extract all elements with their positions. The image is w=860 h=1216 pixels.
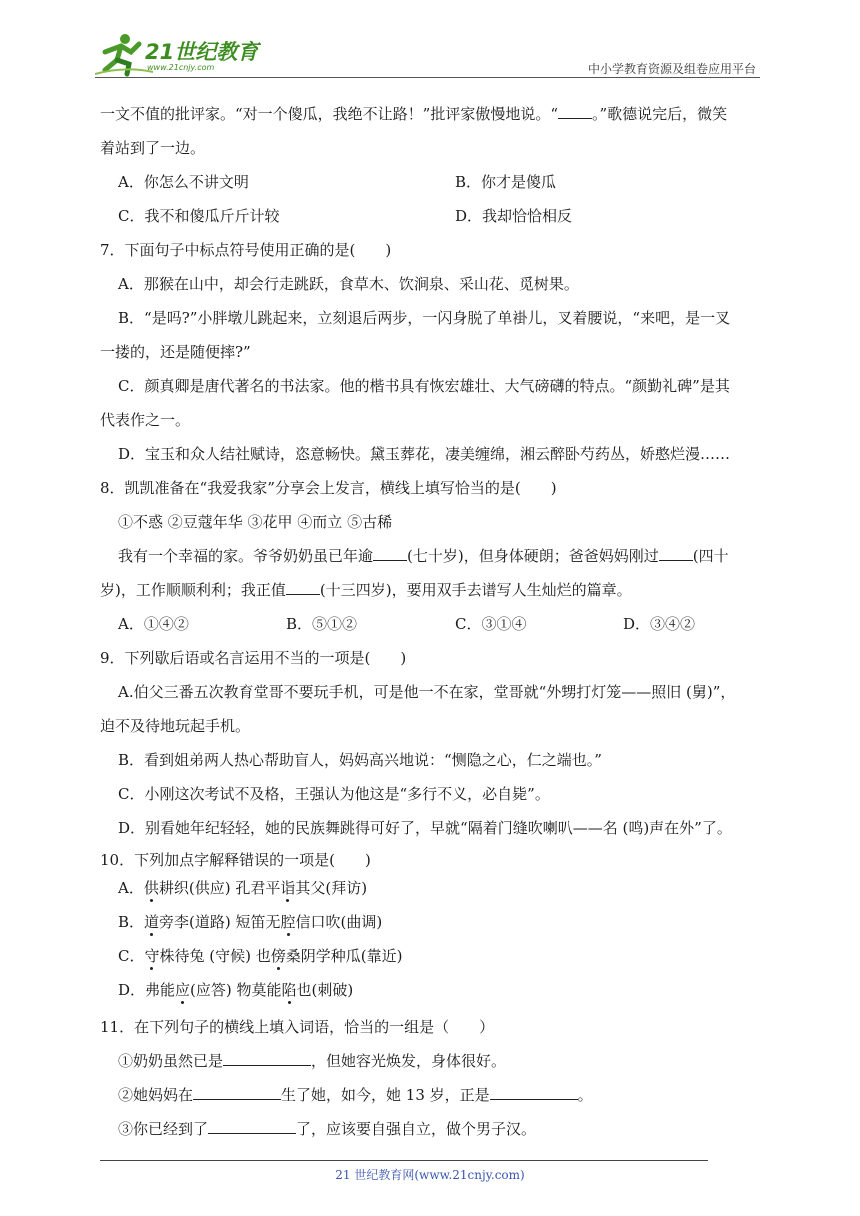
q11-s3-a: ③你已经到了 <box>118 1120 209 1138</box>
q8-blank-3 <box>286 580 320 595</box>
q11-sentence-1 <box>118 1051 506 1071</box>
q9-option-a-line1: A.伯父三番五次教育堂哥不要玩手机，可是他一不在家，堂哥就“外甥打灯笼——照旧 (舅)”， <box>118 683 736 701</box>
q7-option-b-line1: B．“是吗?”小胖墩儿跳起来，立刻退后两步，一闪身脱了单褂儿，叉着腰说，“来吧，是一叉 <box>118 309 731 327</box>
q11-blank-4 <box>208 1119 296 1134</box>
q6-option-b: B．你才是傻瓜 <box>455 173 557 191</box>
q9-option-d: D．别看她年纪轻轻，她的民族舞跳得可好了，早就“隔着门缝吹喇叭——名 (鸣)声在外”了。 <box>118 819 732 837</box>
footer-divider <box>100 1160 708 1161</box>
q11-blank-2 <box>193 1085 281 1100</box>
q10-option-d <box>118 980 353 1000</box>
q8-passage-1a: 我有一个幸福的家。爷爷奶奶虽已年逾 <box>118 547 374 565</box>
q6-option-c: C．我不和傻瓜斤斤计较 <box>118 207 280 225</box>
q6-option-a: A．你怎么不讲文明 <box>118 173 249 191</box>
q10-d-dotted-1: 应 <box>175 981 191 999</box>
q10-c-dotted-1: 守 <box>144 947 160 965</box>
q8-option-d: D．③④② <box>623 615 696 633</box>
q10-d-dotted-2: 陷 <box>281 981 297 999</box>
q8-word-choices: ①不惑 ②豆蔻年华 ③花甲 ④而立 ⑤古稀 <box>118 513 393 531</box>
q7-option-a: A．那猴在山中，却会行走跳跃，食草木、饮涧泉、采山花、觅树果。 <box>118 275 579 293</box>
q11-s2-c: 。 <box>577 1086 593 1104</box>
q8-blank-1 <box>373 546 407 561</box>
q7-option-d: D．宝玉和众人结社赋诗，恣意畅快。黛玉葬花，凄美缠绵，湘云醉卧芍药丛，娇憨烂漫…… <box>118 445 731 463</box>
q6-blank <box>558 104 592 119</box>
logo-url: www.21cnjy.com <box>147 63 215 72</box>
q9-option-c: C．小刚这次考试不及格，王强认为他这是“多行不义，必自毙”。 <box>118 785 550 803</box>
q8-option-a: A．①④② <box>118 615 189 633</box>
q8-blank-2 <box>659 546 693 561</box>
q10-a-label: A． <box>118 879 144 897</box>
q8-passage-line1 <box>118 546 729 566</box>
q10-b-dotted-2: 腔 <box>280 913 296 931</box>
q6-text-1: 一文不值的批评家。“对一个傻瓜，我绝不让路！”批评家傲慢地说。“ <box>100 105 559 123</box>
q10-c-post: 桑阴学种瓜(靠近) <box>285 947 403 965</box>
q9-stem: 9．下列歇后语或名言运用不当的一项是( ) <box>100 649 407 667</box>
q11-stem: 11．在下列句子的横线上填入词语，恰当的一组是（ ） <box>100 1018 495 1036</box>
q10-b-post: 信口吹(曲调) <box>295 913 383 931</box>
q10-a-dotted-1: 供 <box>143 879 159 897</box>
q8-passage-1b: (七十岁)，但身体硬朗；爸爸妈妈刚过 <box>407 547 659 565</box>
q9-option-b: B．看到姐弟两人热心帮助盲人，妈妈高兴地说：“恻隐之心，仁之端也。” <box>118 751 602 769</box>
q8-option-c: C．③①④ <box>455 615 527 633</box>
q7-stem: 7．下面句子中标点符号使用正确的是( ) <box>100 241 392 259</box>
q8-passage-2a: 岁)，工作顺顺利利；我正值 <box>100 581 286 599</box>
q8-passage-2b: (十三四岁)，要用双手去谱写人生灿烂的篇章。 <box>319 581 632 599</box>
q7-option-c-line2: 代表作之一。 <box>100 411 191 429</box>
site-logo <box>95 30 265 78</box>
q10-c-dotted-2: 傍 <box>270 947 286 965</box>
q6-text-3: 着站到了一边。 <box>100 139 206 157</box>
q8-stem: 8．凯凯准备在“我爱我家”分享会上发言，横线上填写恰当的是( ) <box>100 479 557 497</box>
page-header <box>95 30 760 78</box>
footer-link[interactable]: 21 世纪教育网(www.21cnjy.com) <box>335 1168 525 1182</box>
q10-a-mid: 耕织(供应) 孔君平 <box>158 879 281 897</box>
q10-stem: 10．下列加点字解释错误的一项是( ) <box>100 851 371 869</box>
q11-s1-a: ①奶奶虽然已是 <box>118 1052 224 1070</box>
header-divider <box>95 77 760 78</box>
q10-d-mid: (应答) 物莫能 <box>190 981 282 999</box>
q10-c-mid: 株待兔 (守候) 也 <box>159 947 271 965</box>
q7-option-b-line2: 一搂的，还是随便摔?” <box>100 343 251 361</box>
q10-option-b <box>118 912 382 932</box>
q6-text-2: 。”歌德说完后，微笑 <box>592 105 728 123</box>
q11-blank-3 <box>490 1085 578 1100</box>
q10-d-label: D．弗能 <box>118 981 176 999</box>
q9-option-a-line2: 迫不及待地玩起手机。 <box>100 717 251 735</box>
q8-option-b: B．⑤①② <box>286 615 358 633</box>
q11-s2-a: ②她妈妈在 <box>118 1086 194 1104</box>
q10-a-post: 其父(拜访) <box>295 879 368 897</box>
q10-b-dotted-1: 道 <box>144 913 160 931</box>
q11-s3-b: 了，应该要自强自立，做个男子汉。 <box>296 1120 537 1138</box>
q11-blank-1 <box>223 1051 311 1066</box>
q10-d-post: 也(刺破) <box>296 981 354 999</box>
q10-option-a <box>118 878 367 898</box>
q8-passage-line2 <box>100 580 632 600</box>
q10-a-dotted-2: 诣 <box>280 879 296 897</box>
q6-option-d: D．我却恰恰相反 <box>455 207 573 225</box>
q6-continuation <box>100 104 727 124</box>
q11-s1-b: ，但她容光焕发，身体很好。 <box>311 1052 507 1070</box>
platform-name: 中小学教育资源及组卷应用平台 <box>587 62 756 76</box>
q10-c-label: C． <box>118 947 145 965</box>
q7-option-c-line1: C．颜真卿是唐代著名的书法家。他的楷书具有恢宏雄壮、大气磅礴的特点。“颜勤礼碑”是其 <box>118 377 730 395</box>
q8-passage-1c: (四十 <box>692 547 729 565</box>
q11-sentence-2 <box>118 1085 593 1105</box>
q11-s2-b: 生了她，如今，她 13 岁，正是 <box>281 1086 490 1104</box>
q10-option-c <box>118 946 402 966</box>
logo-text: 21世纪教育 <box>145 40 259 64</box>
q10-b-label: B． <box>118 913 145 931</box>
q11-sentence-3 <box>118 1119 536 1139</box>
q10-b-mid: 旁李(道路) 短笛无 <box>159 913 281 931</box>
